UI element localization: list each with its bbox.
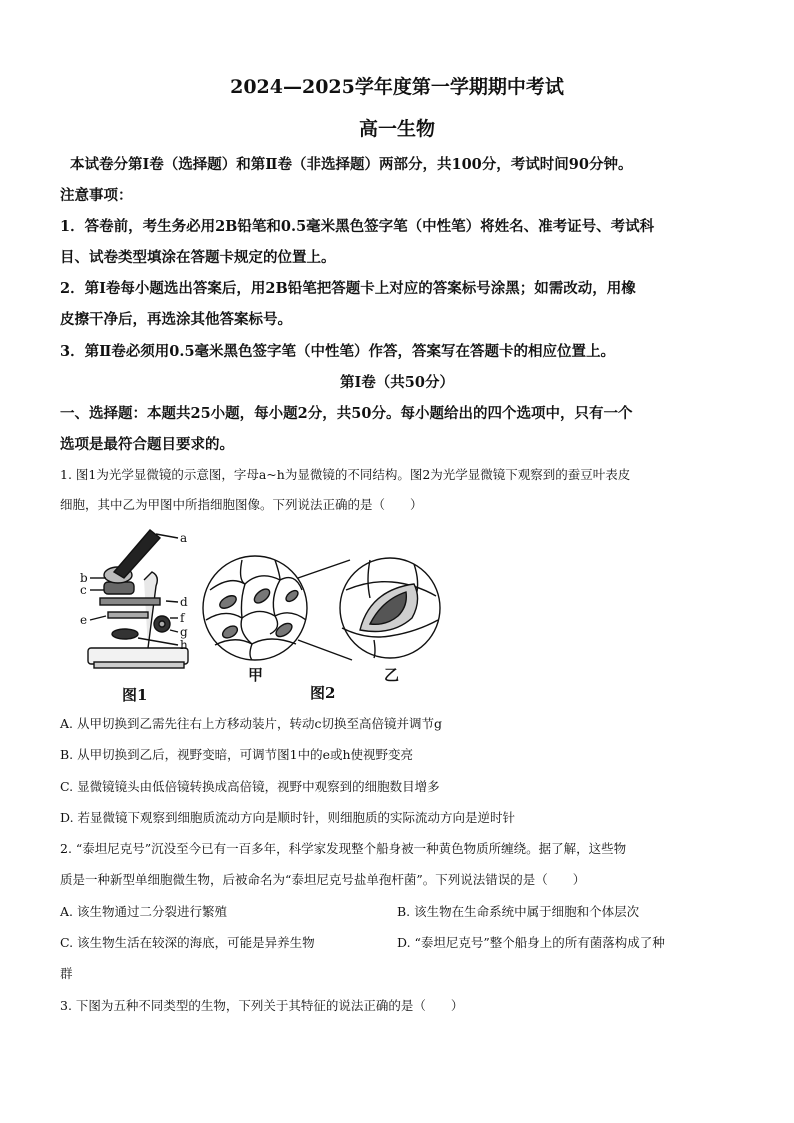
microscope-diagram [88,530,188,668]
part-label-c: c [80,583,87,597]
q1-option-d: D. 若显微镜下观察到细胞质流动方向是顺时针，则细胞质的实际流动方向是逆时针 [60,810,516,825]
notice-item-2b: 皮擦干净后，再选涂其他答案标号。 [60,311,292,328]
notice-item-1a: 1．答卷前，考生务必用2B铅笔和0.5毫米黑色签字笔（中性笔）将姓名、准考证号、考试科 [60,218,655,235]
q2-option-c: C. 该生物生活在较深的海底，可能是异养生物 [60,935,315,950]
q1-option-a: A. 从甲切换到乙需先往右上方移动装片，转动c切换至高倍镜并调节g [60,716,442,731]
q1-stem-2: 细胞，其中乙为甲图中所指细胞图像。下列说法正确的是（ ） [60,497,423,512]
notice-heading: 注意事项： [60,187,133,204]
q2-option-d: D. “泰坦尼克号”整个船身上的所有菌落构成了种 [397,935,665,950]
section-desc-1: 一、选择题：本题共25小题，每小题2分，共50分。每小题给出的四个选项中，只有一个 [60,405,633,422]
q3-stem: 3. 下图为五种不同类型的生物，下列关于其特征的说法正确的是（ ） [60,998,464,1013]
part-label-b: b [80,571,88,585]
exam-subject: 高一生物 [358,118,435,140]
part-label-f: f [180,611,185,625]
part-label-e: e [80,613,88,627]
caption-yi: 乙 [384,666,400,684]
cell-view-yi [340,558,440,658]
part-label-d: d [180,595,188,609]
notice-item-1b: 目、试卷类型填涂在答题卡规定的位置上。 [60,249,336,266]
notice-item-2a: 2．第Ⅰ卷每小题选出答案后，用2B铅笔把答题卡上对应的答案标号涂黑；如需改动，用橡 [60,280,636,297]
q2-option-b: B. 该生物在生命系统中属于细胞和个体层次 [397,904,640,919]
fig2-caption: 图2 [310,684,336,702]
exam-intro: 本试卷分第Ⅰ卷（选择题）和第Ⅱ卷（非选择题）两部分，共100分，考试时间90分钟。 [70,156,633,173]
notice-item-3: 3．第Ⅱ卷必须用0.5毫米黑色签字笔（中性笔）作答，答案写在答题卡的相应位置上。 [60,343,616,360]
fig1-caption: 图1 [122,686,148,704]
part-label-a: a [180,531,188,545]
part-label-h: h [180,638,188,652]
q2-stem-2: 质是一种新型单细胞微生物，后被命名为“泰坦尼克号盐单孢杆菌”。下列说法错误的是（ ） [60,872,586,887]
exam-title: 2024—2025学年度第一学期期中考试 [230,76,564,98]
section-desc-2: 选项是最符合题目要求的。 [60,436,234,453]
part-label-g: g [180,625,188,639]
caption-jia: 甲 [248,666,264,684]
q1-option-c: C. 显微镜镜头由低倍镜转换成高倍镜，视野中观察到的细胞数目增多 [60,779,440,794]
q1-stem-1: 1. 图1为光学显微镜的示意图，字母a~h为显微镜的不同结构。图2为光学显微镜下观察到的蚕豆叶表皮 [60,467,631,482]
q2-option-d-cont: 群 [60,966,73,981]
q2-stem-1: 2. “泰坦尼克号”沉没至今已有一百多年，科学家发现整个船身被一种黄色物质所缠绕。据了解，这些物 [60,841,627,856]
q1-option-b: B. 从甲切换到乙后，视野变暗，可调节图1中的e或h使视野变亮 [60,747,414,762]
q2-option-a: A. 该生物通过二分裂进行繁殖 [60,904,227,919]
cell-view-jia [203,556,352,660]
section-title: 第Ⅰ卷（共50分） [340,374,454,391]
q1-figure [70,520,450,710]
